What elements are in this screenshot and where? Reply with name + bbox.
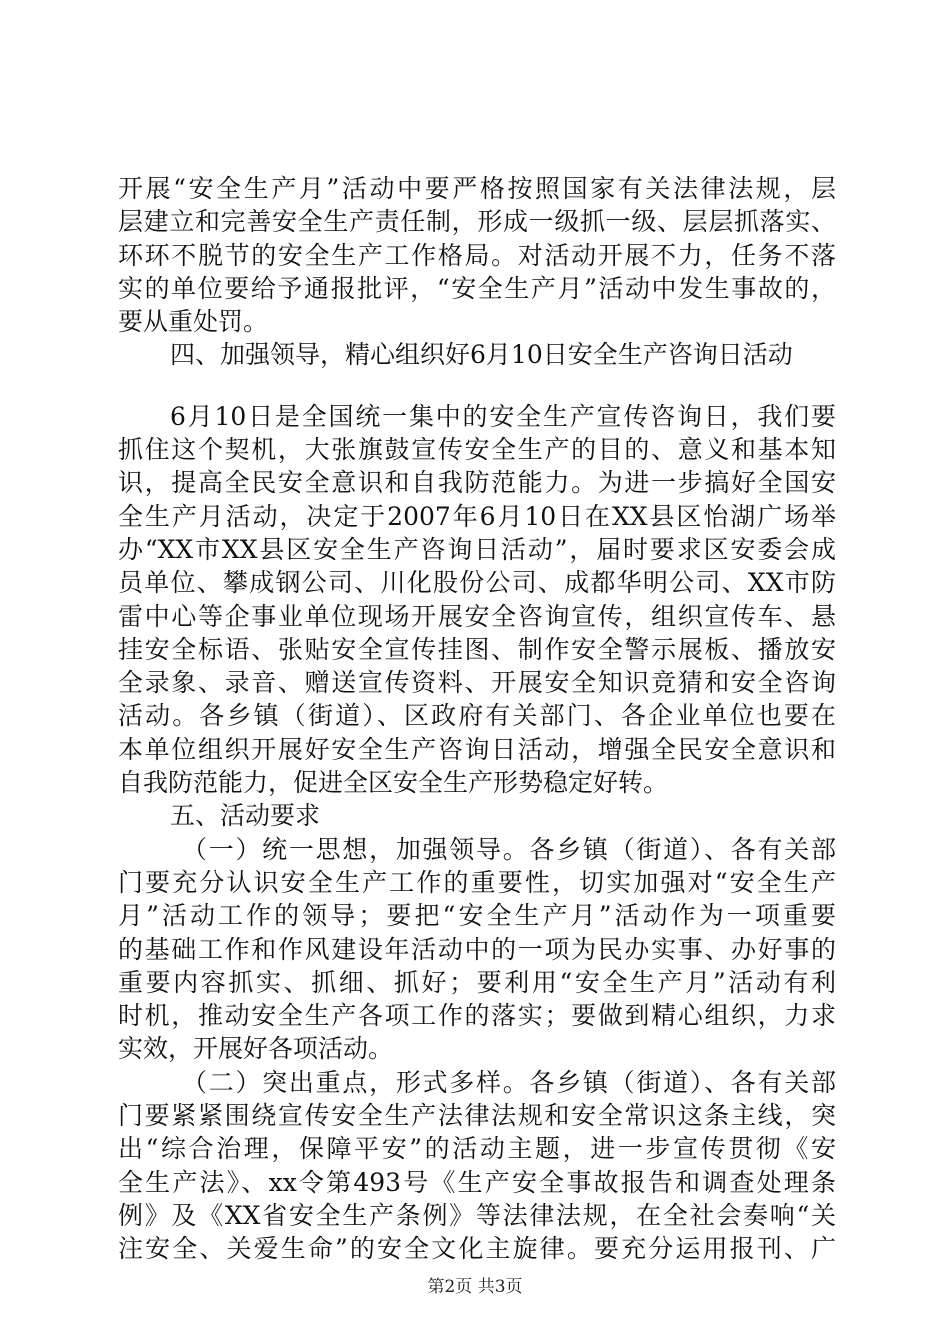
text-line: （一）统一思想，加强领导。各乡镇（街道）、各有关部 bbox=[182, 834, 836, 864]
paragraph-1 bbox=[118, 172, 836, 338]
text-line: 实效，开展好各项活动。 bbox=[118, 1034, 394, 1064]
text-line: 层建立和完善安全生产责任制，形成一级抓一级、层层抓落实、 bbox=[118, 207, 836, 237]
text-line: 员单位、攀成钢公司、川化股份公司、成都华明公司、XX市防 bbox=[118, 568, 836, 598]
paragraph-2 bbox=[118, 400, 836, 800]
text-line: 要从重处罚。 bbox=[118, 307, 269, 337]
text-line: 时机，推动安全生产各项工作的落实；要做到精心组织，力求 bbox=[118, 1001, 836, 1031]
text-line: 例》及《XX省安全生产条例》等法律法规，在全社会奏响“关 bbox=[118, 1200, 836, 1230]
text-line: 的基础工作和作风建设年活动中的一项为民办实事、办好事的 bbox=[118, 934, 836, 964]
text-line: 自我防范能力，促进全区安全生产形势稳定好转。 bbox=[118, 768, 669, 798]
text-line: 出“综合治理，保障平安”的活动主题，进一步宣传贯彻《安 bbox=[118, 1134, 836, 1164]
text-line: 实的单位要给予通报批评，“安全生产月”活动中发生事故的， bbox=[118, 273, 836, 303]
text-line: 识，提高全民安全意识和自我防范能力。为进一步搞好全国安 bbox=[118, 468, 836, 498]
text-line: 门要紧紧围绕宣传安全生产法律法规和安全常识这条主线，突 bbox=[118, 1101, 836, 1131]
section-heading-5: 五、活动要求 bbox=[170, 801, 321, 831]
text-line: 全生产法》、xx令第493号《生产安全事故报告和调查处理条 bbox=[118, 1167, 836, 1197]
page-footer: 第2页 共3页 bbox=[427, 1277, 523, 1297]
text-line: 重要内容抓实、抓细、抓好；要利用“安全生产月”活动有利 bbox=[118, 967, 836, 997]
text-line: 全生产月活动，决定于2007年6月10日在XX县区怡湖广场举 bbox=[118, 501, 836, 531]
paragraph-4 bbox=[118, 1066, 836, 1266]
text-line: 开展“安全生产月”活动中要严格按照国家有关法律法规，层 bbox=[118, 174, 836, 203]
text-line: 门要充分认识安全生产工作的重要性，切实加强对“安全生产 bbox=[118, 867, 836, 897]
text-line: 环环不脱节的安全生产工作格局。对活动开展不力，任务不落 bbox=[118, 240, 836, 270]
text-line: 本单位组织开展好安全生产咨询日活动，增强全民安全意识和 bbox=[118, 734, 836, 764]
text-line: 抓住这个契机，大张旗鼓宣传安全生产的目的、意义和基本知 bbox=[118, 435, 836, 465]
text-line: 月”活动工作的领导；要把“安全生产月”活动作为一项重要 bbox=[118, 901, 836, 931]
document-body bbox=[118, 172, 836, 1266]
text-line: 雷中心等企事业单位现场开展安全咨询宣传，组织宣传车、悬 bbox=[118, 601, 836, 631]
text-line: （二）突出重点，形式多样。各乡镇（街道）、各有关部 bbox=[182, 1067, 836, 1097]
blank-gap bbox=[118, 372, 836, 400]
paragraph-3 bbox=[118, 833, 836, 1066]
text-line: 全录象、录音、赠送宣传资料、开展安全知识竞猜和安全咨询 bbox=[118, 668, 836, 698]
text-line: 挂安全标语、张贴安全宣传挂图、制作安全警示展板、播放安 bbox=[118, 634, 836, 664]
section-heading-4: 四、加强领导，精心组织好6月10日安全生产咨询日活动 bbox=[170, 340, 793, 370]
text-line: 活动。各乡镇（街道）、区政府有关部门、各企业单位也要在 bbox=[118, 701, 836, 731]
text-line: 办“XX市XX县区安全生产咨询日活动”，届时要求区安委会成 bbox=[118, 534, 836, 564]
text-line: 6月10日是全国统一集中的安全生产宣传咨询日，我们要 bbox=[170, 401, 836, 431]
text-line: 注安全、关爱生命”的安全文化主旋律。要充分运用报刊、广 bbox=[118, 1234, 836, 1264]
